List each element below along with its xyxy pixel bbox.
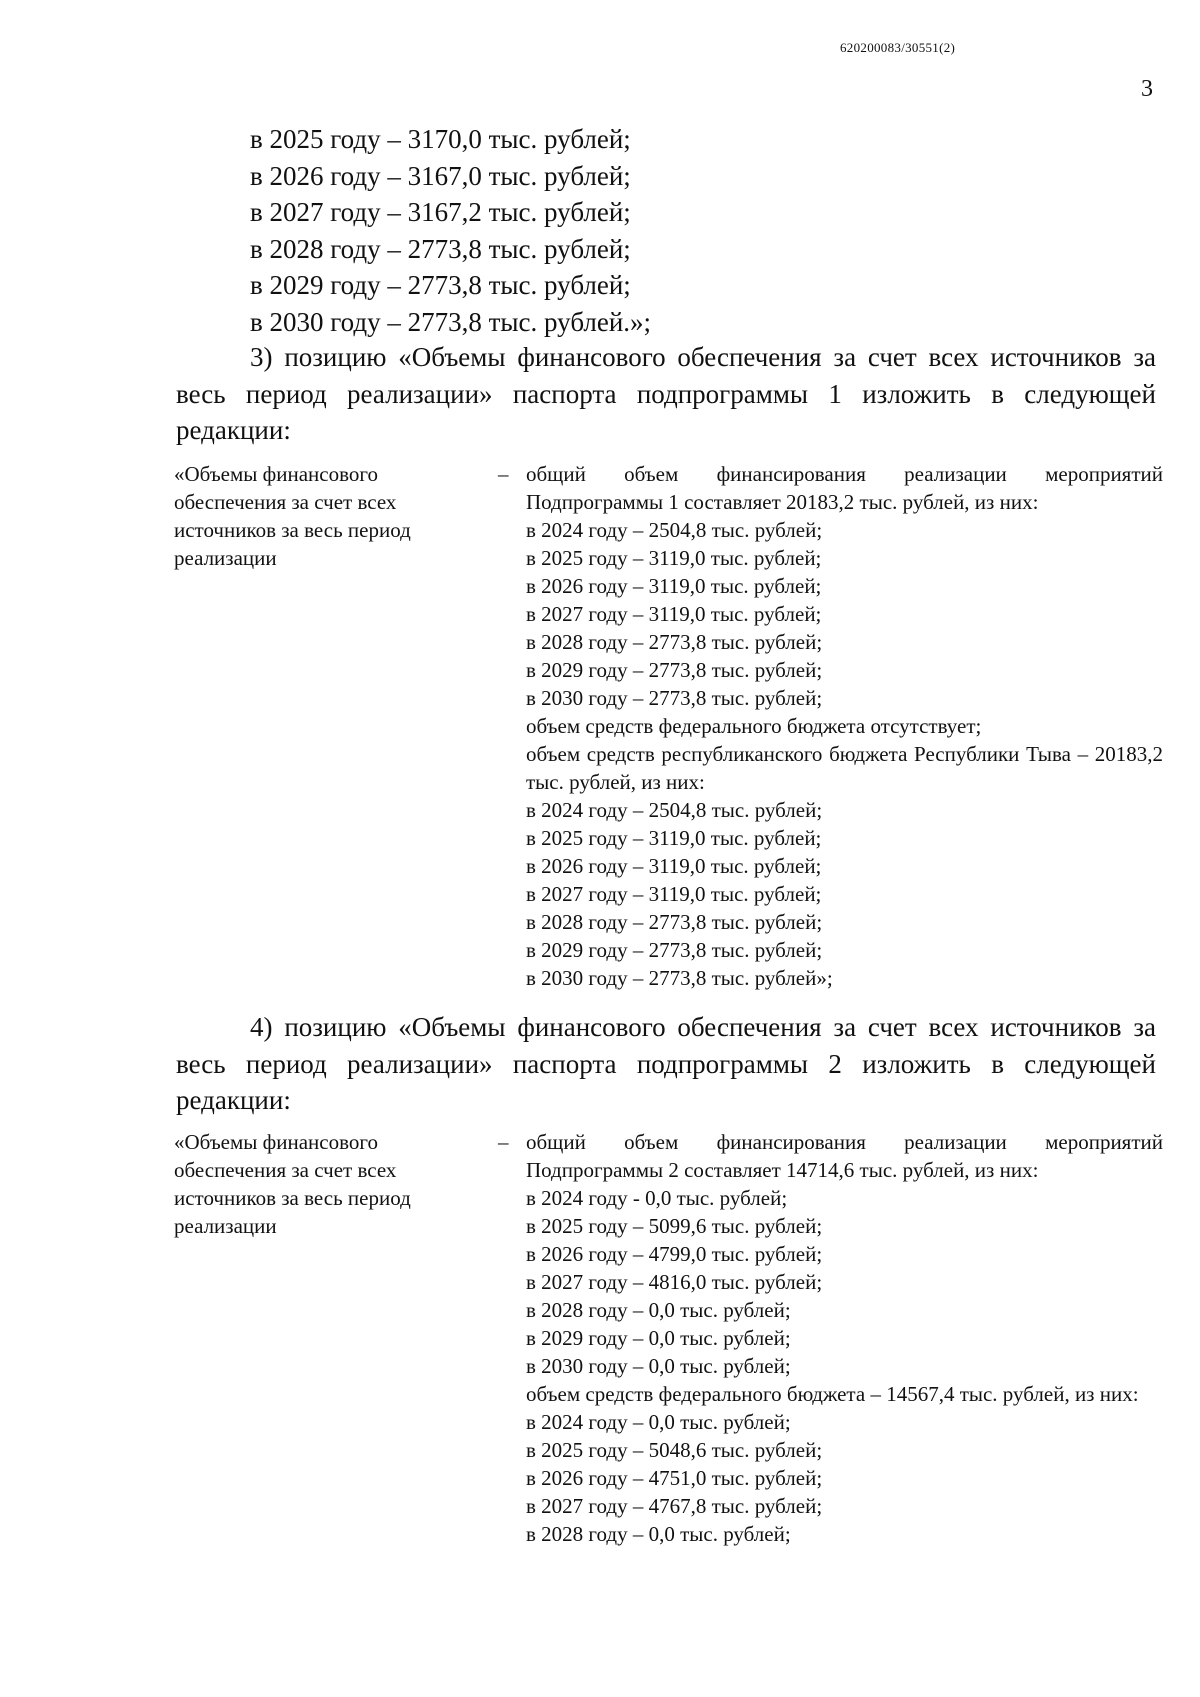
section-4-details	[526, 1128, 1163, 1548]
year-line: в 2024 году - 0,0 тыс. рублей;	[526, 1186, 788, 1210]
year-line: в 2029 году – 2773,8 тыс. рублей;	[526, 938, 823, 962]
year-line: в 2025 году – 5048,6 тыс. рублей;	[526, 1438, 823, 1462]
year-line: в 2028 году – 0,0 тыс. рублей;	[526, 1522, 791, 1546]
section-4-paragraph: 4) позицию «Объемы финансового обеспечения за счет всех источников за весь период реализации» паспорта подпрограммы 2 изложить в следующей редакции:	[176, 1012, 1156, 1115]
year-line: в 2027 году – 3119,0 тыс. рублей;	[526, 882, 822, 906]
funding-line: в 2027 году – 3167,2 тыс. рублей;	[250, 197, 631, 227]
year-line: в 2024 году – 2504,8 тыс. рублей;	[526, 518, 823, 542]
year-line: в 2025 году – 3119,0 тыс. рублей;	[526, 546, 822, 570]
section-3-dash: –	[498, 462, 509, 486]
year-line: в 2026 году – 3119,0 тыс. рублей;	[526, 854, 822, 878]
year-line: в 2030 году – 2773,8 тыс. рублей»;	[526, 966, 833, 990]
section-3-label: «Объемы финансового обеспечения за счет всех источников за весь период реализации	[174, 462, 411, 570]
year-line: в 2028 году – 2773,8 тыс. рублей;	[526, 910, 823, 934]
document-id: 620200083/30551(2)	[840, 40, 956, 55]
year-line: в 2028 году – 2773,8 тыс. рублей;	[526, 630, 823, 654]
section-3-details	[526, 460, 1163, 992]
page-number: 3	[1141, 76, 1153, 102]
funding-line: в 2030 году – 2773,8 тыс. рублей.»;	[250, 306, 652, 337]
funding-line: в 2025 году – 3170,0 тыс. рублей;	[250, 124, 631, 154]
year-line: в 2025 году – 5099,6 тыс. рублей;	[526, 1214, 823, 1238]
section-4-dash: –	[498, 1130, 509, 1154]
year-line: в 2024 году – 0,0 тыс. рублей;	[526, 1410, 791, 1434]
total-funding-text: общий объем финансирования реализации мероприятий Подпрограммы 1 составляет 20183,2 тыс. рублей, из них:	[526, 462, 1163, 514]
year-line: в 2027 году – 4816,0 тыс. рублей;	[526, 1270, 823, 1294]
funding-line: в 2028 году – 2773,8 тыс. рублей;	[250, 233, 631, 264]
republic-budget-text: объем средств республиканского бюджета Республики Тыва – 20183,2 тыс. рублей, из них:	[526, 742, 1163, 794]
year-line: в 2025 году – 3119,0 тыс. рублей;	[526, 826, 822, 850]
year-line: в 2030 году – 2773,8 тыс. рублей;	[526, 686, 823, 710]
total-funding-text: общий объем финансирования реализации мероприятий Подпрограммы 2 составляет 14714,6 тыс. рублей, из них:	[526, 1130, 1163, 1182]
section-4-label: «Объемы финансового обеспечения за счет всех источников за весь период реализации	[174, 1130, 411, 1238]
federal-budget-text: объем средств федерального бюджета – 14567,4 тыс. рублей, из них:	[526, 1382, 1139, 1406]
year-line: в 2024 году – 2504,8 тыс. рублей;	[526, 798, 823, 822]
federal-budget-text: объем средств федерального бюджета отсутствует;	[526, 714, 982, 738]
year-line: в 2028 году – 0,0 тыс. рублей;	[526, 1298, 791, 1322]
funding-line: в 2026 году – 3167,0 тыс. рублей;	[250, 160, 631, 191]
year-line: в 2026 году – 3119,0 тыс. рублей;	[526, 574, 822, 598]
year-line: в 2030 году – 0,0 тыс. рублей;	[526, 1354, 791, 1378]
year-line: в 2027 году – 3119,0 тыс. рублей;	[526, 602, 822, 626]
year-line: в 2026 году – 4751,0 тыс. рублей;	[526, 1466, 823, 1490]
funding-line: в 2029 году – 2773,8 тыс. рублей;	[250, 270, 631, 300]
year-line: в 2029 году – 2773,8 тыс. рублей;	[526, 658, 823, 682]
year-line: в 2026 году – 4799,0 тыс. рублей;	[526, 1242, 823, 1266]
year-line: в 2029 году – 0,0 тыс. рублей;	[526, 1326, 791, 1350]
year-line: в 2027 году – 4767,8 тыс. рублей;	[526, 1494, 823, 1518]
funding-lines-continuation	[250, 121, 651, 340]
section-3-paragraph: 3) позицию «Объемы финансового обеспечения за счет всех источников за весь период реализации» паспорта подпрограммы 1 изложить в следующей редакции:	[176, 342, 1156, 445]
